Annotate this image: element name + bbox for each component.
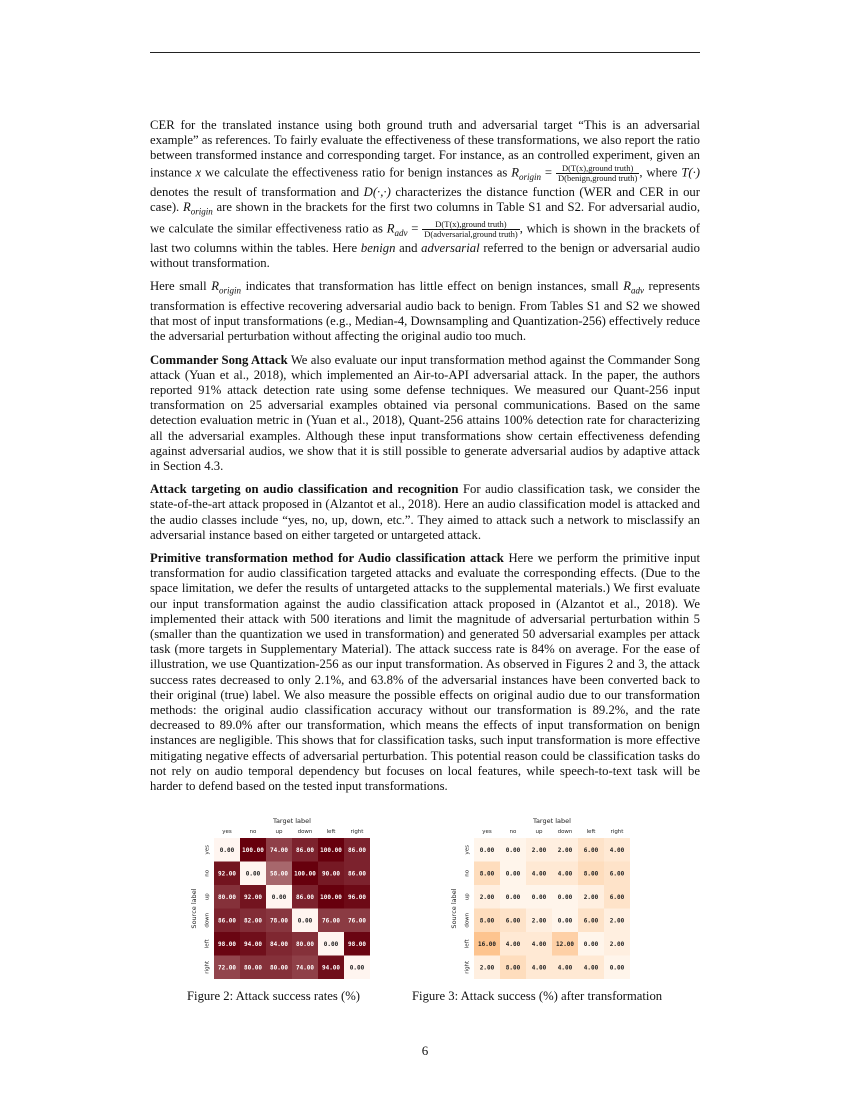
cell-value: 58.00 (269, 870, 289, 878)
cell-value: 0.00 (245, 870, 261, 878)
cell-value: 74.00 (295, 964, 315, 972)
body-text (150, 118, 700, 802)
cell-value: 0.00 (583, 940, 599, 948)
paragraph-audio-classification: Attack targeting on audio classification and recognition For audio classification task, we consider the state-of-the-art attack proposed in (Alzantot et al., 2018). Here an audio classification model is attacked and the audio classes include “yes, no, up, down, etc.”. They aimed to attack such a network to misclassify an adversarial instance based on either targeted or untargeted attack. (150, 482, 700, 542)
figure-3-caption: Figure 3: Attack success (%) after transformation (412, 989, 663, 1003)
cell-value: 8.00 (479, 870, 495, 878)
cell-value: 0.00 (297, 917, 313, 925)
cell-value: 94.00 (321, 964, 341, 972)
cell-value: 2.00 (531, 917, 547, 925)
cell-value: 80.00 (217, 893, 237, 901)
heading-commander-song: Commander Song Attack (150, 352, 288, 367)
y-tick-label: right (464, 960, 471, 974)
cell-value: 0.00 (219, 846, 235, 854)
cell-value: 2.00 (609, 917, 625, 925)
cell-value: 2.00 (479, 964, 495, 972)
cell-value: 2.00 (609, 940, 625, 948)
y-tick-label: yes (204, 844, 211, 855)
fraction-adv: $\frac{\text{D(T(x),ground truth)}}{\text{D(adversarial,ground truth)}}$ (424, 218, 518, 239)
cell-value: 80.00 (295, 940, 315, 948)
cell-value: 76.00 (321, 917, 341, 925)
cell-value: 0.00 (531, 893, 547, 901)
cell-value: 8.00 (583, 870, 599, 878)
cell-value: 76.00 (347, 917, 367, 925)
x-tick-label: up (275, 829, 283, 835)
cell-value: 92.00 (243, 893, 263, 901)
cell-value: 0.00 (505, 870, 521, 878)
heatmap-attack-success (190, 812, 380, 982)
y-tick-label: no (464, 869, 471, 877)
cell-value: 0.00 (505, 846, 521, 854)
cell-value: 2.00 (583, 893, 599, 901)
cell-value: 4.00 (531, 964, 547, 972)
cell-value: 92.00 (217, 870, 237, 878)
y-tick-label: up (204, 893, 211, 901)
y-tick-label: right (204, 960, 211, 974)
x-tick-label: no (249, 829, 257, 835)
x-tick-label: no (509, 829, 517, 835)
cell-value: 16.00 (477, 940, 497, 948)
y-tick-label: down (464, 912, 471, 928)
x-tick-label: down (557, 829, 573, 835)
x-tick-label: up (535, 829, 543, 835)
cell-value: 0.00 (323, 940, 339, 948)
cell-value: 84.00 (269, 940, 289, 948)
cell-value: 6.00 (609, 870, 625, 878)
cell-value: 4.00 (531, 870, 547, 878)
cell-value: 4.00 (557, 964, 573, 972)
cell-value: 4.00 (583, 964, 599, 972)
y-tick-label: down (204, 912, 211, 928)
cell-value: 86.00 (347, 846, 367, 854)
fraction-origin: $\frac{\text{D(T(x),ground truth)}}{\text{D(benign,ground truth)}}$ (558, 162, 638, 183)
cell-value: 0.00 (349, 964, 365, 972)
cell-value: 82.00 (243, 917, 263, 925)
cell-value: 86.00 (347, 870, 367, 878)
cell-value: 0.00 (609, 964, 625, 972)
x-tick-label: yes (482, 829, 492, 835)
paragraph-small-ratio: Here small $R_{origin}$ indicates that transformation has little effect on benign instances, small $R_{adv}$ represents transformation is effective recovering adversarial audio back to benign. From Tables S1 and S2 we showed that most of input transformations (e.g., Median-4, Downsampling and Quantization-256) effectively reduce the adversarial perturbation without affecting the original audio too much. (150, 279, 700, 344)
paragraph-effectiveness-ratio: CER for the translated instance using both ground truth and adversarial target “This is an adversarial example” as references. To fairly evaluate the effectiveness of these transformations, we also report the ratio between transformed instance and corresponding target. For instance, as an controlled experiment, given an instance x we calculate the effectiveness ratio for benign instances as $R_{origin}$ = $\frac{\text{D(T(x),ground truth)}}{\text{D(benign,ground truth)}}$ , where T(·) denotes the result of transformation and D(·,·) characterizes the distance function (WER and CER in our case). $R_{origin}$ are shown in the brackets for the first two columns in Table S1 and S2. For adversarial audio, we calculate the similar effectiveness ratio as $R_{adv}$ = $\frac{\text{D(T(x),ground truth)}}{\text{D(adversarial,ground truth)}}$ , which is shown in the brackets of last two columns within the tables. Here benign and adversarial referred to the benign or adversarial audio without transformation. (150, 118, 701, 271)
x-tick-label: right (610, 829, 624, 835)
cell-value: 96.00 (347, 893, 367, 901)
x-axis-label: Target label (533, 817, 571, 825)
cell-value: 4.00 (505, 940, 521, 948)
cell-value: 0.00 (557, 893, 573, 901)
y-tick-label: no (204, 869, 211, 877)
x-axis-label: Target label (273, 817, 311, 825)
cell-value: 2.00 (479, 893, 495, 901)
y-tick-label: left (464, 939, 471, 949)
x-tick-label: right (350, 829, 364, 835)
cell-value: 86.00 (295, 893, 315, 901)
cell-value: 2.00 (531, 846, 547, 854)
cell-value: 86.00 (295, 846, 315, 854)
cell-value: 4.00 (531, 940, 547, 948)
cell-value: 98.00 (217, 940, 237, 948)
y-tick-label: left (204, 939, 211, 949)
x-tick-label: yes (222, 829, 232, 835)
header-rule (150, 52, 700, 53)
cell-value: 4.00 (557, 870, 573, 878)
cell-value: 78.00 (269, 917, 289, 925)
figure-2-caption: Figure 2: Attack success rates (%) (187, 989, 360, 1003)
cell-value: 0.00 (479, 846, 495, 854)
heading-primitive-transformation: Primitive transformation method for Audio classification attack (150, 551, 504, 566)
cell-value: 0.00 (271, 893, 287, 901)
cell-value: 100.00 (242, 846, 264, 854)
paragraph-commander-song: Commander Song Attack We also evaluate our input transformation method against the Commander Song attack (Yuan et al., 2018), which implemented an Air-to-API adversarial attack. In the paper, the authors reported 91% attack detection rate using some defense techniques. We measured our Quant-256 input transformation on 25 adversarial examples obtained via personal communications. Based on the same detection evaluation metric in (Yuan et al., 2018), Quant-256 attains 100% detection rate for characterizing all the adversarial examples. Although these input transformations show certain effectiveness defending against adversarial audios, we show that it is still possible to generate adversarial audios by adaptive attack in Section 4.3. (150, 352, 700, 474)
y-axis-label: Source label (450, 888, 458, 929)
figure-3-heatmap (450, 812, 640, 987)
cell-value: 100.00 (320, 846, 342, 854)
heatmap-after-transformation (450, 812, 640, 982)
y-tick-label: up (464, 893, 471, 901)
cell-value: 94.00 (243, 940, 263, 948)
cell-value: 80.00 (269, 964, 289, 972)
cell-value: 86.00 (217, 917, 237, 925)
cell-value: 2.00 (557, 846, 573, 854)
cell-value: 72.00 (217, 964, 237, 972)
figure-2-heatmap (190, 812, 380, 987)
cell-value: 90.00 (321, 870, 341, 878)
cell-value: 6.00 (505, 917, 521, 925)
y-axis-label: Source label (190, 888, 198, 929)
cell-value: 4.00 (609, 846, 625, 854)
y-tick-label: yes (464, 844, 471, 855)
cell-value: 0.00 (557, 917, 573, 925)
cell-value: 12.00 (555, 940, 575, 948)
cell-value: 74.00 (269, 846, 289, 854)
heading-audio-classification: Attack targeting on audio classification and recognition (150, 482, 459, 497)
cell-value: 100.00 (320, 893, 342, 901)
cell-value: 98.00 (347, 940, 367, 948)
x-tick-label: down (297, 829, 313, 835)
cell-value: 100.00 (294, 870, 316, 878)
cell-value: 6.00 (583, 846, 599, 854)
cell-value: 8.00 (505, 964, 521, 972)
cell-value: 80.00 (243, 964, 263, 972)
cell-value: 6.00 (609, 893, 625, 901)
x-tick-label: left (326, 829, 336, 835)
paragraph-primitive-transformation: Primitive transformation method for Audio classification attack Here we perform the primitive input transformation for audio classification targeted attacks and evaluate the corresponding effects. (Due to the space limitation, we defer the results of untargeted attacks to the supplemental materials.) We first evaluate our input transformation against the audio classification attack proposed in (Alzantot et al., 2018). We implemented their attack with 500 iterations and limit the magnitude of adversarial perturbation within 5 (smaller than the quantization we used in transformation) and generated 50 adversarial examples per attack task (more targets in Supplementary Material). The attack success rate is 84% on average. For the ease of illustration, we use Quantization-256 as our input transformation. As observed in Figures 2 and 3, the attack success rates decreased to only 2.1%, and 63.8% of the adversarial instances have been converted back to their original (true) label. We also measure the possible effects on original audio due to our transformation methods: the original audio classification accuracy without our transformation is 89.2%, and the rate decreased to 89.0% after our transformation, which means the effects of input transformation on benign instances are negligible. This shows that for classification tasks, such input transformation is more effective mitigating negative effects of adversarial perturbation. This potential reason could be classification tasks do not rely on audio temporal dependency but focuses on local features, while speech-to-text task will be harder to defend based on the tested input transformations. (150, 551, 701, 794)
page-number: 6 (421, 1043, 429, 1058)
cell-value: 8.00 (479, 917, 495, 925)
x-tick-label: left (586, 829, 596, 835)
cell-value: 0.00 (505, 893, 521, 901)
cell-value: 6.00 (583, 917, 599, 925)
